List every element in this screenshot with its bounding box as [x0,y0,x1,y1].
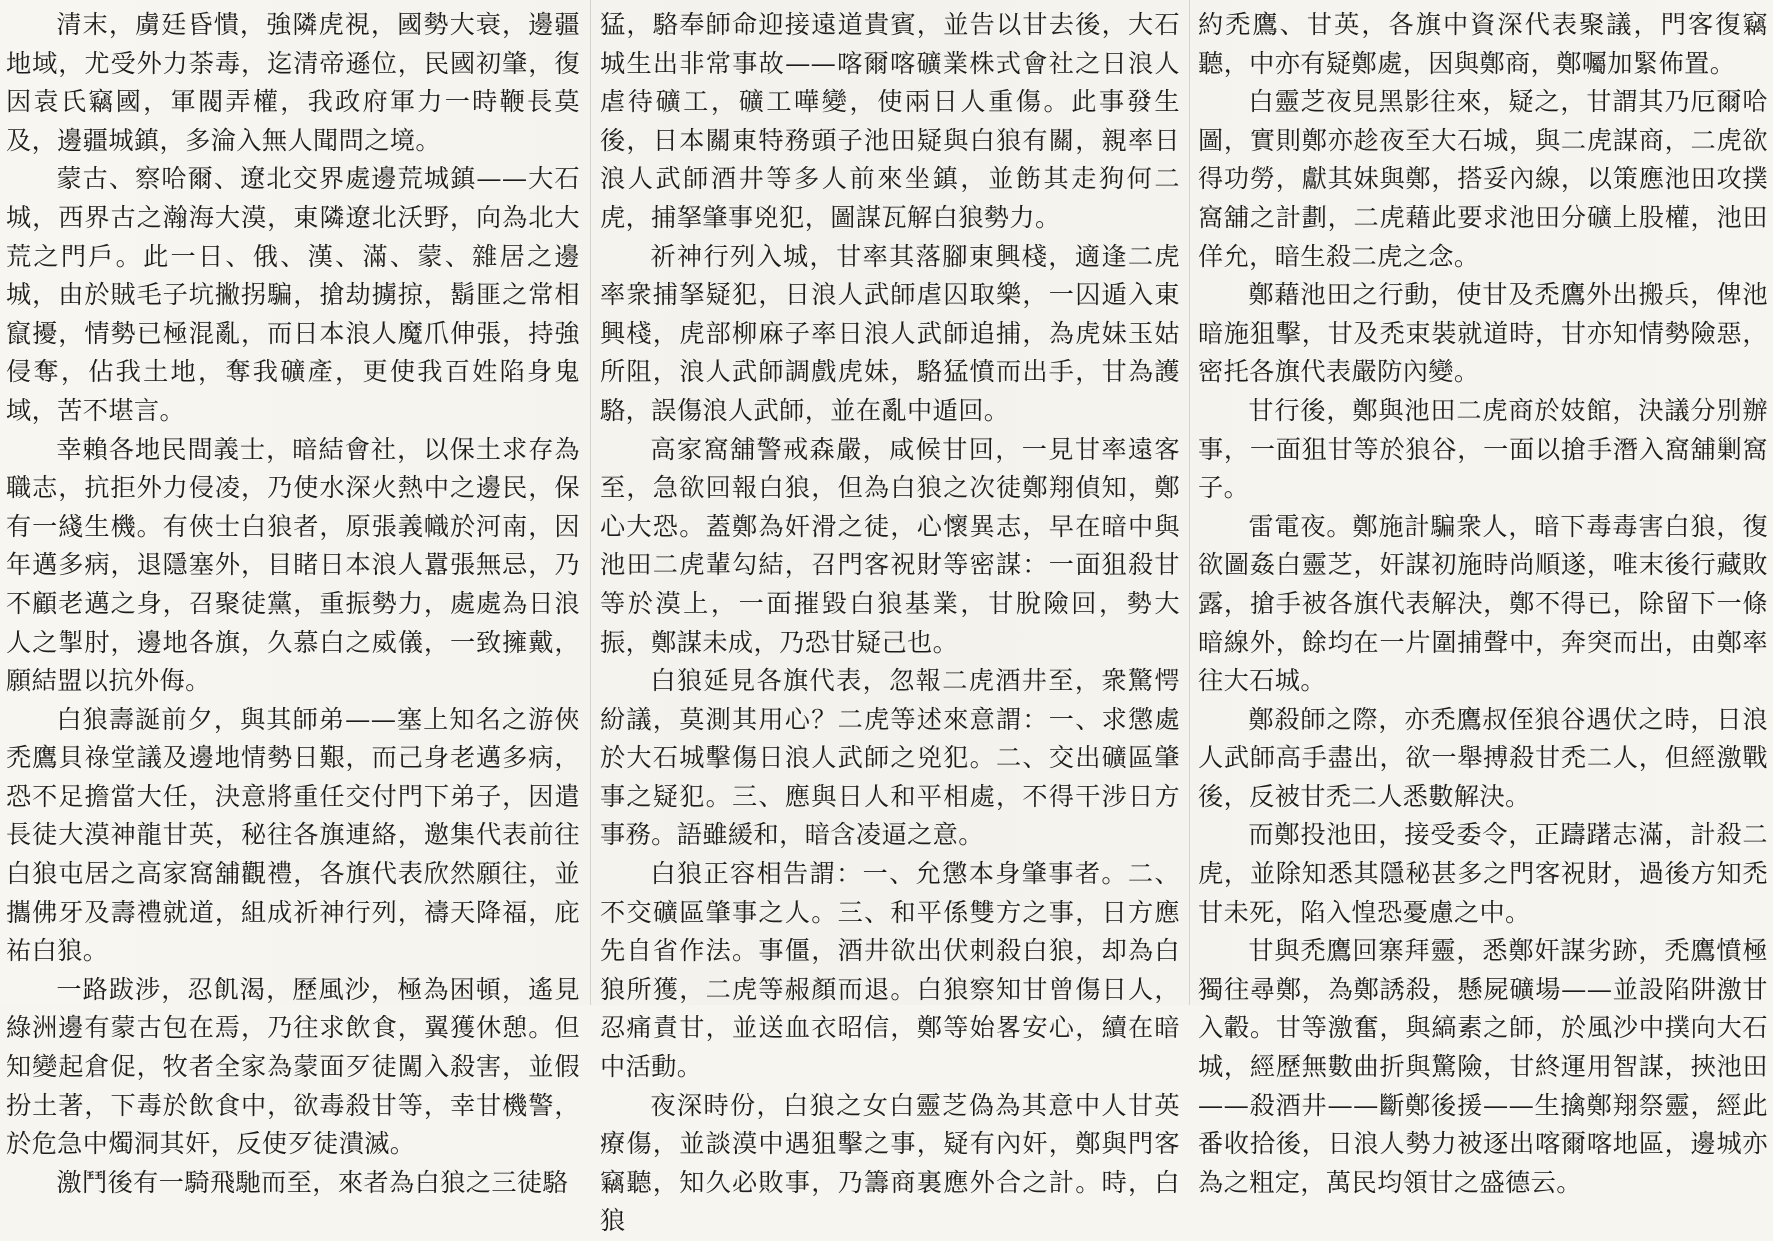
paragraph: 猛，駱奉師命迎接遠道貴賓，並告以甘去後，大石城生出非常事故——喀爾喀礦業株式會社之日浪人虐待礦工，礦工嘩變，使兩日人重傷。此事發生後，日本關東特務頭子池田疑與白狼有關，親率日浪人武師酒井等多人前來坐鎮，並飭其走狗何二虎，捕拏肇事兇犯，圖謀瓦解白狼勢力。 [600,10,1180,232]
paragraph: 激鬥後有一騎飛馳而至，來者為白狼之三徒駱 [56,1167,569,1197]
paragraph: 祈神行列入城，甘率其落腳東興棧，適逢二虎率衆捕拏疑犯，日浪人武師虐囚取樂，一囚遁入東興棧，虎部柳麻子率日浪人武師追捕，為虎妹玉姑所阻，浪人武師調戲虎妹，駱猛憤而出手，甘為護駱，誤傷浪人武師，並在亂中遁回。 [600,241,1180,425]
paragraph: 甘與禿鷹回寨拜靈，悉鄭奸謀劣跡，禿鷹憤極獨往尋鄭，為鄭誘殺，懸屍礦場——並設陷阱激甘入轂。甘等激奮，與縞素之師，於風沙中撲向大石城，經歷無數曲折與驚險，甘終運用智謀，挾池田——殺酒井——斷鄭後援——生擒鄭翔祭靈，經此番收拾後，日浪人勢力被逐出喀爾喀地區，邊城亦為之粗定，萬民均領甘之盛德云。 [1198,936,1768,1197]
paragraph: 白靈芝夜見黑影往來，疑之，甘謂其乃厄爾哈圖，實則鄭亦趁夜至大石城，與二虎謀商，二虎欲得功勞，獻其妹與鄭，搭妥內線，以策應池田攻撲窩舖之計劃，二虎藉此要求池田分礦上股權，池田佯允，暗生殺二虎之念。 [1198,87,1768,271]
column-divider [590,0,591,1005]
paragraph: 而鄭投池田，接受委令，正躊躇志滿，計殺二虎，並除知悉其隱秘甚多之門客祝財，過後方知禿甘未死，陷入惶恐憂慮之中。 [1198,820,1768,927]
paragraph: 白狼正容相告謂：一、允懲本身肇事者。二、不交礦區肇事之人。三、和平係雙方之事，日方應先自省作法。事僵，酒井欲出伏刺殺白狼，却為白狼所獲，二虎等赧顏而退。白狼察知甘曾傷日人，忍痛責甘，並送血衣昭信，鄭等始畧安心，續在暗中活動。 [600,859,1180,1082]
paragraph: 鄭藉池田之行動，使甘及禿鷹外出搬兵，俾池暗施狙擊，甘及禿束裝就道時，甘亦知情勢險惡，密托各旗代表嚴防內變。 [1198,280,1768,387]
paragraph: 夜深時份，白狼之女白靈芝偽為其意中人甘英療傷，並談漠中遇狙擊之事，疑有內奸，鄭與門客竊聽，知久必敗事，乃籌商裏應外合之計。時，白狼 [600,1090,1180,1236]
text-column-1 [6,6,580,1197]
paragraph: 白狼延見各旗代表，忽報二虎酒井至，衆驚愕紛議，莫測其用心？二虎等述來意謂：一、求懲處於大石城擊傷日浪人武師之兇犯。二、交出礦區肇事之疑犯。三、應與日人和平相處，不得干涉日方事務。語雖緩和，暗含凌逼之意。 [600,666,1180,850]
paragraph: 甘行後，鄭與池田二虎商於妓館，決議分別辦事，一面狙甘等於狼谷，一面以搶手潛入窩舖剿窩子。 [1198,395,1768,503]
text-column-2 [600,6,1180,1236]
text-column-3 [1198,6,1768,1197]
paragraph: 約禿鷹、甘英，各旗中資深代表聚議，門客復竊聽，中亦有疑鄭處，因與鄭商，鄭囑加緊佈置。 [1198,10,1768,78]
paragraph: 鄭殺師之際，亦禿鷹叔侄狼谷遇伏之時，日浪人武師高手盡出，欲一舉搏殺甘禿二人，但經激戰後，反被甘禿二人悉數解決。 [1198,704,1768,811]
column-divider [1189,0,1190,1005]
paragraph: 蒙古、察哈爾、遼北交界處邊荒城鎮——大石城，西界古之瀚海大漠，東隣遼北沃野，向為北大荒之門戶。此一日、俄、漢、滿、蒙、雜居之邊城，由於賊毛子坑撇拐騙，搶劫擄掠，鬍匪之常相竄擾，情勢已極混亂，而日本浪人魔爪伸張，持強侵奪，佔我土地，奪我礦產，更使我百姓陷身鬼域，苦不堪言。 [6,164,580,425]
paragraph: 高家窩舖警戒森嚴，咸候甘回，一見甘率遠客至，急欲回報白狼，但為白狼之次徒鄭翔偵知，鄭心大恐。蓋鄭為奸滑之徒，心懷異志，早在暗中與池田二虎輩勾結，召門客祝財等密謀：一面狙殺甘等於漠上，一面摧毀白狼基業，甘脫險回，勢大振，鄭謀未成，乃恐甘疑己也。 [600,434,1180,657]
paragraph: 一路跋涉，忍飢渴，歷風沙，極為困頓，遙見綠洲邊有蒙古包在焉，乃往求飲食，翼獲休憩。但知變起倉促，牧者全家為蒙面歹徒闖入殺害，並假扮土著，下毒於飲食中，欲毒殺甘等，幸甘機警，於危急中燭洞其奸，反使歹徒潰滅。 [6,974,580,1159]
paragraph: 白狼壽誕前夕，與其師弟——塞上知名之游俠禿鷹貝祿堂議及邊地情勢日艱，而己身老邁多病，恐不足擔當大任，決意將重任交付門下弟子，因遣長徒大漠神龍甘英，秘往各旗連絡，邀集代表前往白狼屯居之高家窩舖觀禮，各旗代表欣然願往，並攜佛牙及壽禮就道，組成祈神行列，禱天降福，庇祐白狼。 [6,704,580,966]
paragraph: 雷電夜。鄭施計騙衆人，暗下毒毒害白狼，復欲圖姦白靈芝，奸謀初施時尚順遂，唯末後行藏敗露，搶手被各旗代表解決，鄭不得已，除留下一條暗線外，餘均在一片圍捕聲中，奔突而出，由鄭率往大石城。 [1198,511,1768,696]
paragraph: 幸賴各地民間義士，暗結會社，以保土求存為職志，抗拒外力侵凌，乃使水深火熱中之邊民，保有一綫生機。有俠士白狼者，原張義幟於河南，因年邁多病，退隱塞外，目睹日本浪人囂張無忌，乃不顧老邁之身，召聚徒黨，重振勢力，處處為日浪人之掣肘，邊地各旗，久慕白之威儀，一致擁戴，願結盟以抗外侮。 [6,434,580,696]
paragraph: 清末，虜廷昏憒，強隣虎視，國勢大衰，邊疆地域，尤受外力荼毒，迄清帝遜位，民國初肇，復因袁氏竊國，軍閥弄權，我政府軍力一時鞭長莫及，邊疆城鎮，多淪入無人聞問之境。 [6,10,580,155]
